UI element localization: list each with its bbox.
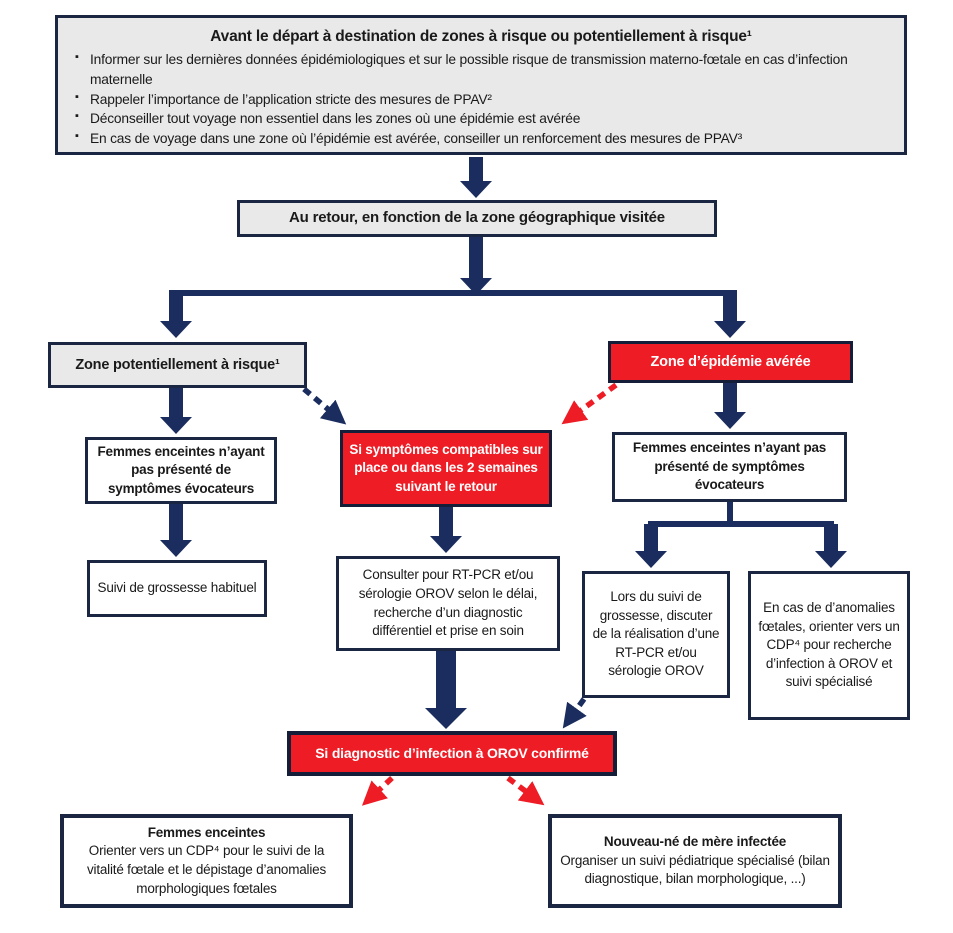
box-no-symptoms-left	[85, 437, 277, 504]
box-zone-epidemic	[608, 341, 853, 383]
box-pregnancy-followup-discuss	[582, 571, 730, 698]
box-return	[237, 200, 717, 237]
arrow-split-left	[160, 290, 192, 338]
box-zone-potential-risk	[48, 342, 307, 388]
arrow-zoneleft-to-nosymptoms	[160, 387, 192, 434]
arrow-symptoms-to-consult	[430, 507, 462, 553]
box-routine-followup	[87, 560, 267, 617]
dashed-arrow-confirmed-to-newborn	[508, 778, 540, 802]
dashed-arrow-zoneright-to-symptoms	[566, 385, 616, 421]
no-symptoms-left-label: Femmes enceintes n’ayant pas présenté de symptômes évocateurs	[97, 443, 265, 496]
dashed-arrow-followup-to-confirmed	[566, 699, 584, 724]
arrow-predeparture-to-return	[460, 157, 492, 198]
arrow-zoneright-to-nosymptoms	[714, 382, 746, 429]
pre-departure-bullets	[70, 50, 892, 148]
box-no-symptoms-right	[612, 432, 847, 502]
consult-rtpcr-label: Consulter pour RT-PCR et/ou sérologie OROV selon le délai, recherche d’un diagnostic différentiel et prise en soin	[358, 567, 538, 639]
zone-epidemic-label: Zone d’épidémie avérée	[650, 354, 811, 370]
outcome-pregnant-body: Orienter vers un CDP⁴ pour le suivi de la vitalité fœtale et le dépistage d’anomalies morphologiques fœtales	[86, 843, 327, 896]
no-symptoms-right-label: Femmes enceintes n’ayant pas présenté de symptômes évocateurs	[632, 440, 827, 493]
pregnancy-followup-label: Lors du suivi de grossesse, discuter de la réalisation d’une RT-PCR et/ou sérologie OROV	[592, 588, 720, 679]
box-orov-confirmed	[287, 731, 617, 776]
dashed-arrow-confirmed-to-pregnant	[366, 778, 392, 802]
fetal-anomalies-label: En cas de d’anomalies fœtales, orienter vers un CDP⁴ pour recherche d’infection à OROV et suivi spécialisé	[758, 599, 900, 690]
outcome-newborn-body: Organiser un suivi pédiatrique spécialisé (bilan diagnostique, bilan morphologique, ...)	[560, 852, 830, 887]
zone-potential-label: Zone potentiellement à risque¹	[75, 357, 280, 373]
arrow-consult-to-confirmed	[425, 651, 467, 729]
outcome-newborn-title: Nouveau-né de mère infectée	[603, 834, 787, 850]
box-fetal-anomalies	[748, 571, 910, 720]
box-pre-departure	[55, 15, 907, 155]
bullet-item: ▪ Rappeler l’importance de l’application stricte des mesures de PPAV²	[70, 90, 892, 110]
orov-confirmed-label: Si diagnostic d’infection à OROV confirmé	[315, 744, 589, 761]
box-outcome-pregnant	[60, 814, 353, 908]
bullet-item: ▪ Déconseiller tout voyage non essentiel dans les zones où une épidémie est avérée	[70, 109, 892, 129]
routine-followup-label: Suivi de grossesse habituel	[97, 580, 257, 596]
dashed-arrow-zoneleft-to-symptoms	[304, 389, 342, 421]
box-compatible-symptoms	[340, 430, 552, 507]
split-line	[173, 290, 733, 296]
bullet-item: ▪ Informer sur les dernières données épidémiologiques et sur le possible risque de transmission materno-fœtale en cas d’infection maternelle	[70, 50, 892, 89]
bullet-item: ▪ En cas de voyage dans une zone où l’épidémie est avérée, conseiller un renforcement des mesures de PPAV³	[70, 129, 892, 149]
box-outcome-newborn	[548, 814, 842, 908]
box-consult-rtpcr	[336, 556, 560, 651]
arrow-rightbranch-to-followup	[635, 524, 667, 568]
arrow-rightbranch-to-anomalies	[815, 524, 847, 568]
outcome-pregnant-title: Femmes enceintes	[147, 824, 266, 840]
compatible-symptoms-label: Si symptômes compatibles sur place ou dans les 2 semaines suivant le retour	[349, 441, 543, 494]
rightbranch-line	[648, 521, 834, 527]
pre-departure-title: Avant le départ à destination de zones à risque ou potentiellement à risque¹	[210, 28, 752, 45]
arrow-nosymptoms-to-routine	[160, 504, 192, 557]
rightbranch-stem	[727, 500, 733, 524]
return-label: Au retour, en fonction de la zone géographique visitée	[289, 209, 665, 227]
arrow-return-to-split	[460, 237, 492, 295]
arrow-split-right	[714, 290, 746, 338]
